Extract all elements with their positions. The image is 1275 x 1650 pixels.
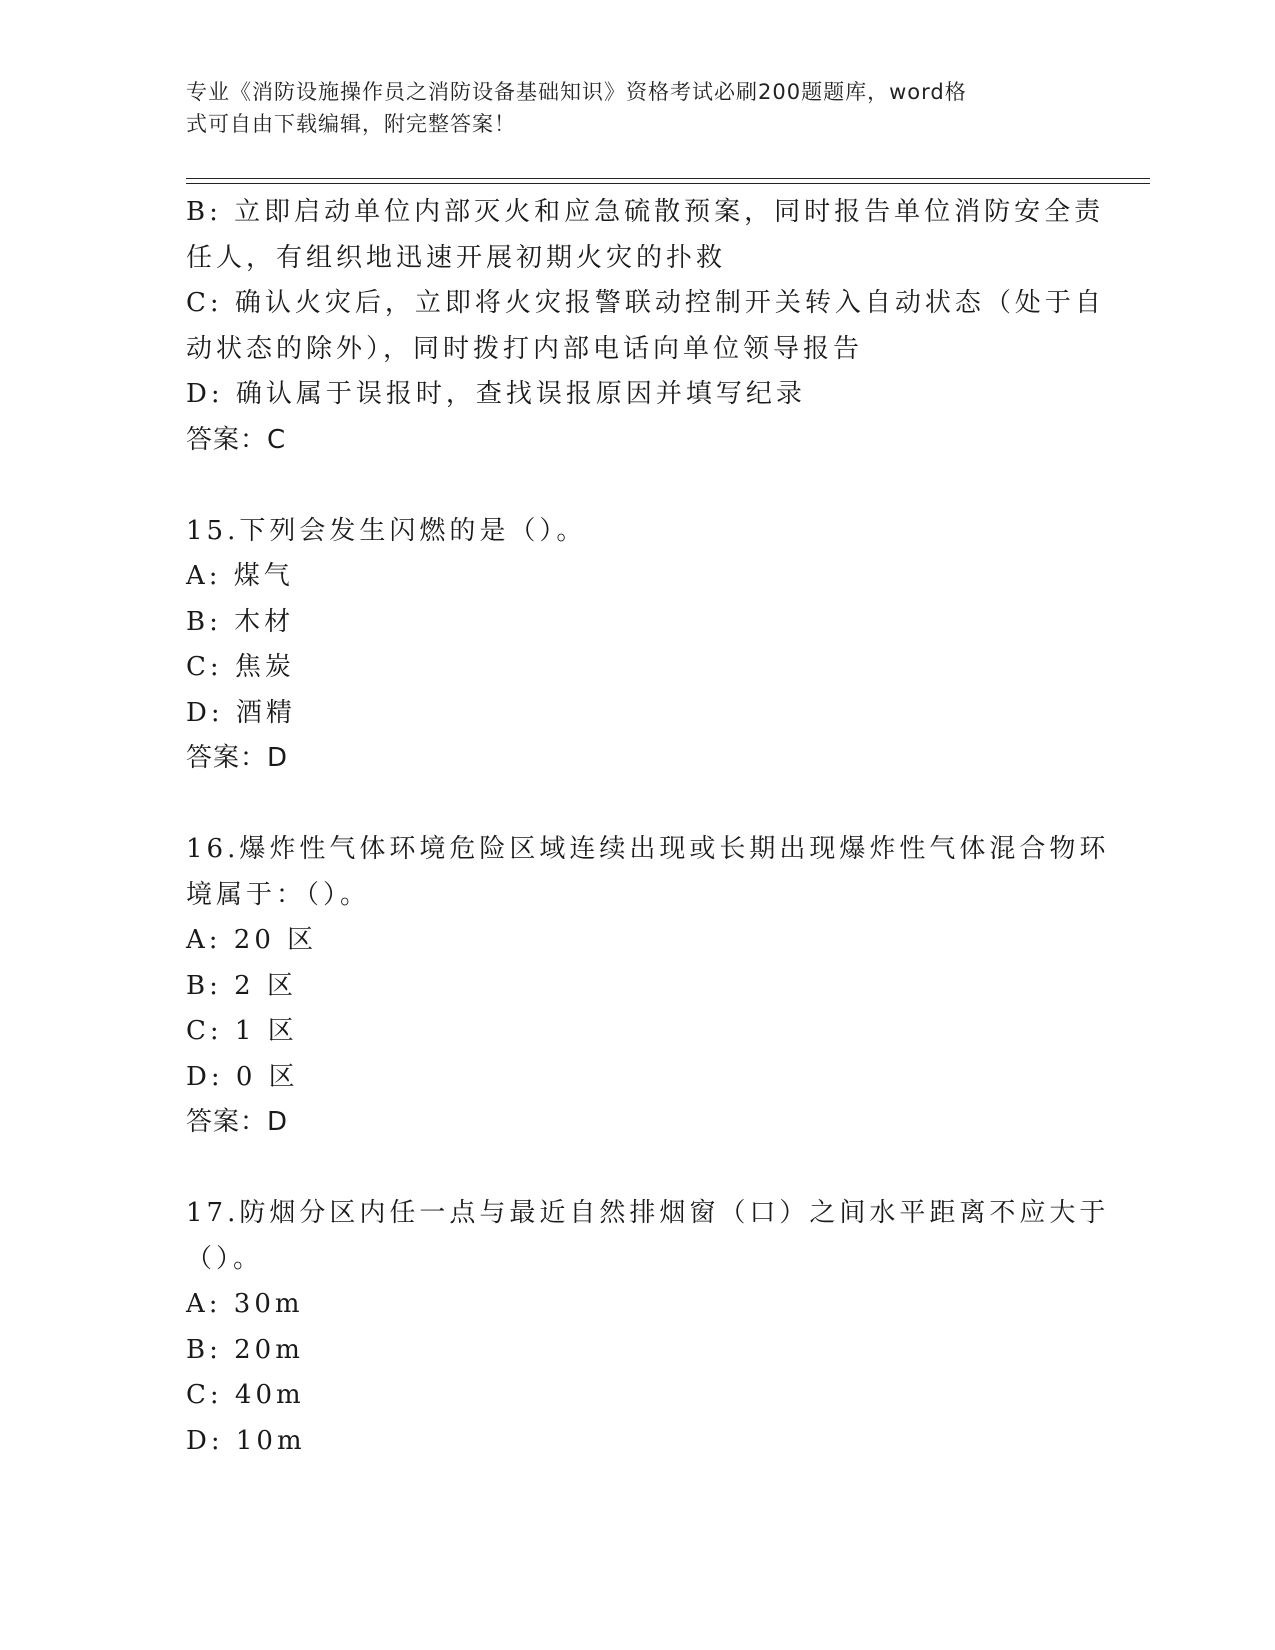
question-17 — [186, 1191, 1110, 1464]
answer-text: 答案：D — [186, 1107, 289, 1137]
header-line-2: 式可自由下载编辑，附完整答案！ — [186, 112, 516, 136]
header-divider-bottom — [186, 183, 1150, 184]
header-divider-top — [186, 178, 1150, 179]
option-a: A: 30m — [186, 1289, 304, 1319]
option-b: B: 20m — [186, 1334, 304, 1365]
option-d: D: 0 区 — [186, 1061, 299, 1092]
option-c-line-1: C: 确认火灾后，立即将火灾报警联动控制开关转入自动状态（处于自 — [186, 288, 1105, 318]
option-c-line-2: 动状态的除外），同时拨打内部电话向单位领导报告 — [186, 333, 864, 364]
option-a: A: 20 区 — [186, 925, 318, 955]
answer-text: 答案：D — [186, 743, 289, 773]
spacer — [186, 463, 1086, 509]
question-15 — [186, 509, 1086, 782]
option-b: B: 2 区 — [186, 970, 297, 1001]
question-stem-line-2: 境属于：（）。 — [186, 879, 371, 910]
answer-text: 答案：C — [186, 424, 287, 455]
option-c: C: 40m — [186, 1380, 305, 1410]
question-list — [186, 190, 1110, 1464]
option-c: C: 焦炭 — [186, 652, 295, 682]
option-d: D: 确认属于误报时，查找误报原因并填写纪录 — [186, 379, 806, 409]
spacer — [186, 1146, 1086, 1192]
option-b-line-1: B: 立即启动单位内部灭火和应急硫散预案，同时报告单位消防安全责 — [186, 197, 1105, 227]
question-stem-line-1: 17.防烟分区内任一点与最近自然排烟窗（口）之间水平距离不应大于 — [186, 1198, 1110, 1228]
option-b: B: 木材 — [186, 606, 295, 637]
option-a: A: 煤气 — [186, 561, 294, 591]
question-14 — [186, 190, 1105, 463]
question-stem-line-1: 16.爆炸性气体环境危险区域连续出现或长期出现爆炸性气体混合物环 — [186, 834, 1110, 864]
question-stem-line-2: （）。 — [186, 1243, 264, 1274]
option-d: D: 10m — [186, 1425, 306, 1456]
option-b-line-2: 任人，有组织地迅速开展初期火灾的扑救 — [186, 242, 727, 273]
option-d: D: 酒精 — [186, 697, 296, 728]
question-16 — [186, 827, 1110, 1146]
document-header — [186, 76, 1066, 140]
question-stem: 15.下列会发生闪燃的是（）。 — [186, 515, 587, 546]
header-line-1: 专业《消防设施操作员之消防设备基础知识》资格考试必刷200题题库，word格 — [186, 80, 967, 104]
option-c: C: 1 区 — [186, 1016, 298, 1046]
spacer — [186, 782, 1086, 828]
